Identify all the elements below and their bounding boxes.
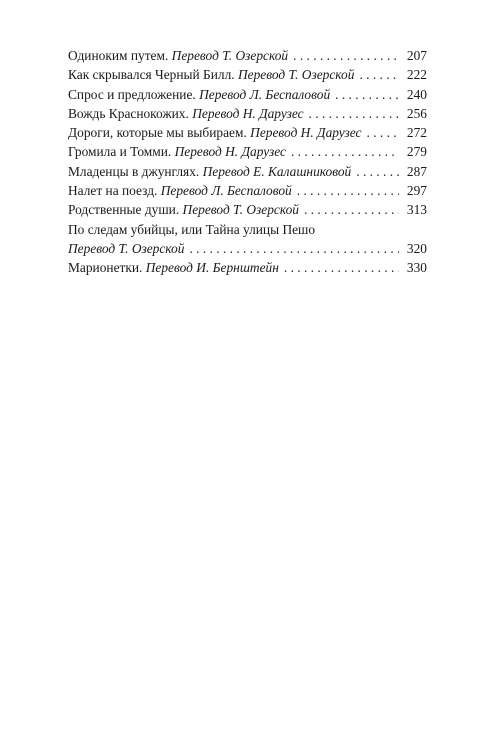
toc-entry-title: Спрос и предложение.: [68, 86, 196, 102]
toc-dot-leader: [189, 239, 399, 258]
toc-entry-text: [68, 85, 330, 104]
toc-line: [68, 85, 427, 104]
toc-entry-title: Младенцы в джунглях.: [68, 163, 200, 179]
toc-line: [68, 181, 427, 200]
toc-line: [68, 46, 427, 65]
toc-entry-text: [68, 46, 288, 65]
toc-entry[interactable]: [68, 123, 427, 142]
toc-page-number: 330: [406, 260, 427, 276]
toc-page-number: 297: [406, 183, 427, 199]
toc-line: [68, 104, 427, 123]
toc-entry-translator: Перевод Л. Беспаловой: [199, 86, 331, 102]
toc-entry[interactable]: [68, 46, 427, 65]
toc-line: [68, 162, 427, 181]
toc-entry-text: [68, 65, 354, 84]
toc-entry-text: [68, 123, 362, 142]
toc-entry-title: Громила и Томми.: [68, 144, 172, 160]
toc-entry-translator: Перевод Т. Озерской: [237, 67, 355, 83]
toc-entry-text: [68, 181, 292, 200]
toc-entry[interactable]: [68, 162, 427, 181]
toc-line: [68, 239, 427, 258]
toc-entry-title: По следам убийцы, или Тайна улицы Пешо: [68, 221, 316, 237]
toc-entry-text: [68, 142, 286, 161]
toc-dot-leader: [309, 104, 399, 123]
toc-entry[interactable]: [68, 142, 427, 161]
toc-entry[interactable]: [68, 65, 427, 84]
toc-entry-title: Как скрывался Черный Билл.: [68, 67, 235, 83]
toc-line: [68, 200, 427, 219]
toc-entry[interactable]: [68, 220, 427, 259]
toc-entry-translator: Перевод Т. Озерской: [171, 48, 289, 63]
toc-entry-translator: Перевод Н. Дарузес: [192, 105, 304, 121]
toc-line: [68, 142, 427, 161]
toc-entry-translator: Перевод Т. Озерской: [182, 202, 299, 218]
toc-dot-leader: [293, 46, 399, 65]
toc-entry-text: [68, 200, 299, 219]
toc-entry[interactable]: [68, 200, 427, 219]
toc-entry-title: Родственные души.: [68, 202, 180, 218]
toc-line: [68, 123, 427, 142]
toc-entry-text: [68, 258, 279, 277]
toc-entry-title: Налет на поезд.: [68, 183, 158, 199]
toc-dot-leader: [367, 123, 400, 142]
toc-page-number: 287: [406, 163, 427, 179]
toc-entry-translator: Перевод Н. Дарузес: [250, 125, 362, 141]
toc-entry-title: Вождь Краснокожих.: [68, 105, 189, 121]
toc-page-number: 313: [406, 202, 427, 218]
toc-page-number: 222: [406, 67, 427, 83]
toc-entry-title: Марионетки.: [68, 260, 143, 276]
toc-page-number: 207: [406, 48, 427, 63]
toc-dot-leader: [359, 65, 399, 84]
toc-dot-leader: [297, 181, 399, 200]
toc-entry[interactable]: [68, 181, 427, 200]
toc-dot-leader: [304, 200, 399, 219]
toc-entry[interactable]: [68, 258, 427, 277]
toc-entry-translator: Перевод Т. Озерской: [68, 240, 185, 256]
toc-page-number: 256: [406, 105, 427, 121]
toc-entry-title: Дороги, которые мы выбираем.: [68, 125, 247, 141]
toc-entry-translator: Перевод Л. Беспаловой: [160, 183, 292, 199]
toc-line: [68, 258, 427, 277]
toc-entry[interactable]: [68, 104, 427, 123]
toc-dot-leader: [356, 162, 399, 181]
toc-entry-text: [68, 162, 351, 181]
toc-page-number: 240: [406, 86, 427, 102]
toc-page-number: 279: [406, 144, 427, 160]
toc-entry[interactable]: [68, 85, 427, 104]
toc-page-number: 320: [406, 240, 427, 256]
toc-entry-text: [68, 104, 304, 123]
toc-dot-leader: [284, 258, 399, 277]
table-of-contents: [68, 46, 427, 278]
toc-line: [68, 65, 427, 84]
toc-dot-leader: [335, 85, 399, 104]
toc-entry-title: Одиноким путем.: [68, 48, 169, 63]
toc-entry-translator: Перевод Н. Дарузес: [174, 144, 286, 160]
toc-entry-translator: Перевод И. Бернштейн: [145, 260, 279, 276]
toc-entry-translator: Перевод Е. Калашниковой: [202, 163, 352, 179]
toc-page-number: 272: [406, 125, 427, 141]
toc-dot-leader: [291, 142, 399, 161]
